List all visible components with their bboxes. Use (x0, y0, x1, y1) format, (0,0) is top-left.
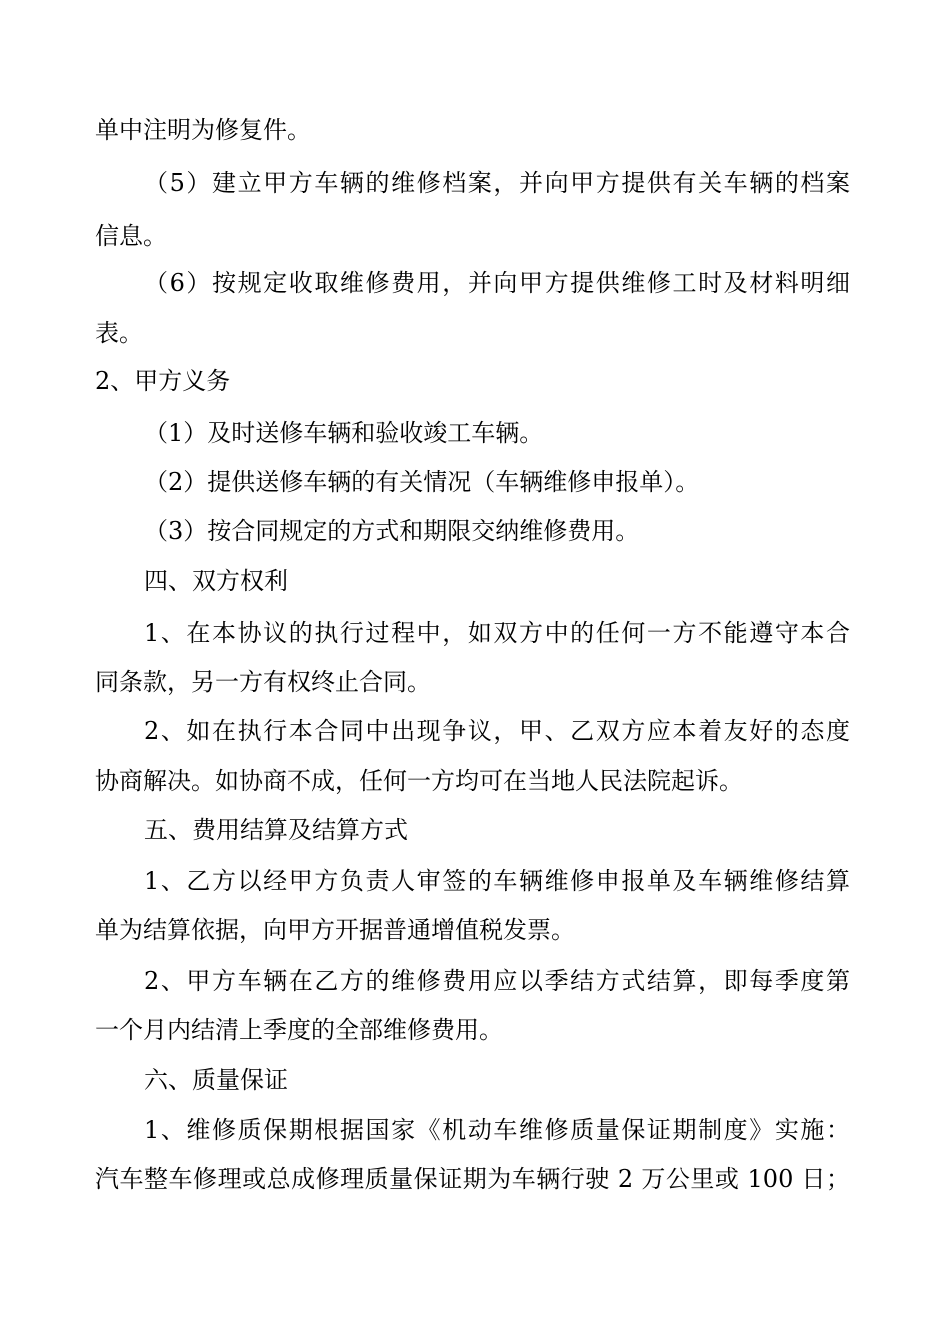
text-line: 同条款，另一方有权终止合同。 (95, 668, 431, 696)
text-line: （5）建立甲方车辆的维修档案，并向甲方提供有关车辆的档案 (144, 169, 850, 197)
text-line: （1）及时送修车辆和验收竣工车辆。 (144, 419, 544, 447)
text-line: 单为结算依据，向甲方开据普通增值税发票。 (95, 916, 575, 944)
text-line: 1、乙方以经甲方负责人审签的车辆维修申报单及车辆维修结算 (144, 867, 850, 895)
text-line: 单中注明为修复件。 (95, 116, 311, 144)
section-heading: 2、甲方义务 (95, 367, 231, 395)
section-heading: 四、双方权利 (144, 567, 288, 595)
text-line: （3）按合同规定的方式和期限交纳维修费用。 (144, 517, 640, 545)
text-line: 1、在本协议的执行过程中，如双方中的任何一方不能遵守本合 (144, 619, 850, 647)
text-line: 协商解决。如协商不成，任何一方均可在当地人民法院起诉。 (95, 767, 743, 795)
text-line: 信息。 (95, 222, 167, 250)
text-line: 2、如在执行本合同中出现争议，甲、乙双方应本着友好的态度 (144, 717, 850, 745)
text-line: 一个月内结清上季度的全部维修费用。 (95, 1016, 503, 1044)
text-line: （2）提供送修车辆的有关情况（车辆维修申报单）。 (144, 468, 700, 496)
text-line: 1、维修质保期根据国家《机动车维修质量保证期制度》实施： (144, 1116, 850, 1144)
text-line: （6）按规定收取维修费用，并向甲方提供维修工时及材料明细 (144, 269, 850, 297)
text-line: 表。 (95, 319, 143, 347)
text-line: 汽车整车修理或总成修理质量保证期为车辆行驶 2 万公里或 100 日； (95, 1165, 850, 1193)
section-heading: 六、质量保证 (144, 1066, 288, 1094)
section-heading: 五、费用结算及结算方式 (144, 816, 408, 844)
text-line: 2、甲方车辆在乙方的维修费用应以季结方式结算，即每季度第 (144, 967, 850, 995)
